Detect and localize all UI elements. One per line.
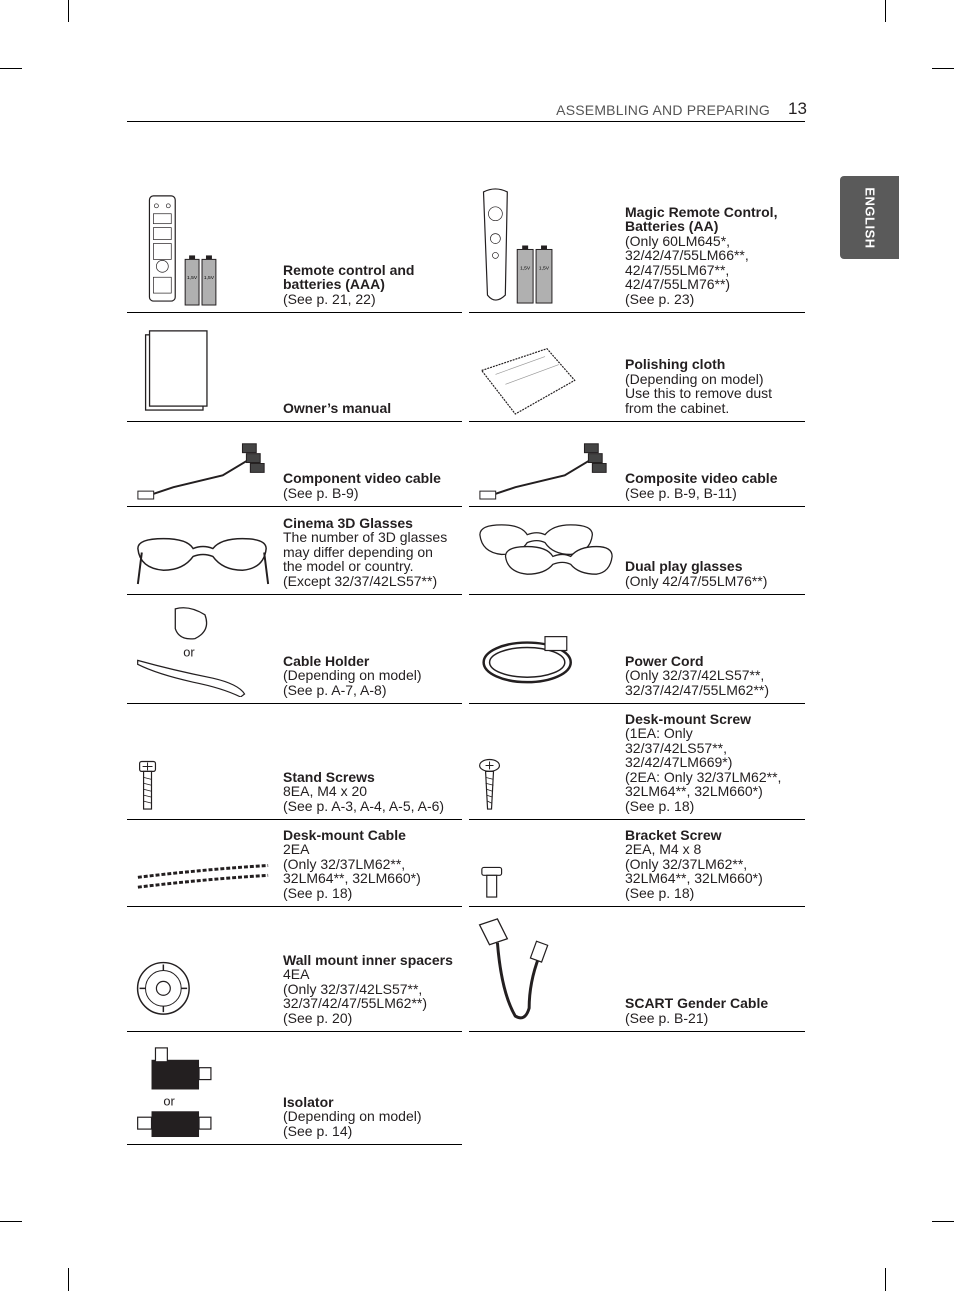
item-description: (See p. B-9) bbox=[283, 484, 359, 501]
item-bracket bbox=[469, 820, 805, 907]
power-cord-icon bbox=[475, 601, 615, 697]
item-title: Desk-mount Screw bbox=[625, 710, 752, 727]
item-description: (See p. 21, 22) bbox=[283, 290, 376, 307]
item-text bbox=[283, 471, 462, 500]
item-text bbox=[283, 654, 462, 698]
item-text bbox=[283, 401, 462, 416]
item-text bbox=[625, 559, 805, 588]
item-title: SCART Gender Cable bbox=[625, 995, 769, 1011]
item-spacers bbox=[127, 907, 462, 1032]
crop-mark bbox=[885, 1268, 886, 1291]
section-title: ASSEMBLING AND PREPARING bbox=[556, 102, 770, 118]
item-title: Wall mount inner spacers bbox=[283, 951, 453, 968]
item-title: Composite video cable bbox=[625, 470, 778, 486]
item-title: Cable Holder bbox=[283, 652, 370, 669]
battery bbox=[517, 245, 552, 303]
battery bbox=[185, 255, 216, 305]
battery-label: 1,5V bbox=[203, 276, 215, 282]
crop-mark bbox=[932, 68, 954, 69]
item-remote bbox=[127, 178, 462, 313]
or-label: or bbox=[183, 644, 195, 660]
crop-mark bbox=[0, 68, 22, 69]
wall-mount-spacer-icon bbox=[133, 913, 273, 1025]
item-title: Magic Remote Control, Batteries (AA) bbox=[625, 203, 778, 234]
3d-glasses-icon bbox=[133, 513, 273, 588]
item-title: Power Cord bbox=[625, 652, 704, 669]
remote-control-batteries-icon bbox=[133, 184, 273, 306]
header-rule bbox=[127, 121, 805, 122]
battery-label: 1,5V bbox=[538, 266, 550, 272]
component-cable-icon bbox=[133, 428, 273, 500]
item-text bbox=[283, 263, 462, 307]
item-description: (Only 60LM645*, 32/42/47/55LM66**, 42/47/55LM67**, 42/47/55LM76**) (See p. 23) bbox=[625, 232, 749, 307]
item-text bbox=[625, 205, 805, 307]
item-text bbox=[283, 516, 462, 589]
item-dual bbox=[469, 507, 805, 595]
desk-mount-cable-icon bbox=[133, 826, 273, 900]
item-holder bbox=[127, 595, 462, 704]
item-desk-screw bbox=[469, 704, 805, 820]
item-title: Dual play glasses bbox=[625, 558, 743, 574]
item-title: Desk-mount Cable bbox=[283, 826, 406, 843]
crop-mark bbox=[885, 0, 886, 22]
crop-mark bbox=[68, 1268, 69, 1291]
item-description: The number of 3D glasses may differ depending on the model or country. (Except 32/37/42LS57**) bbox=[283, 529, 448, 589]
item-description: (Only 42/47/55LM76**) bbox=[625, 572, 768, 589]
item-text bbox=[625, 996, 805, 1025]
or-label: or bbox=[163, 1093, 175, 1109]
item-description: (Depending on model) (See p. A-7, A-8) bbox=[283, 667, 422, 698]
item-text bbox=[283, 953, 462, 1026]
stand-screw-icon bbox=[133, 710, 273, 813]
item-description: (1EA: Only 32/37/42LS57**, 32/42/47LM669*) (2EA: Only 32/37LM62**, 32LM64**, 32LM660*) (See p. 18) bbox=[625, 725, 782, 814]
polishing-cloth-icon bbox=[475, 319, 615, 415]
item-composite bbox=[469, 422, 805, 507]
dual-play-glasses-icon bbox=[475, 513, 615, 588]
item-text bbox=[625, 712, 805, 814]
item-title: Polishing cloth bbox=[625, 356, 726, 372]
item-description: (See p. B-21) bbox=[625, 1009, 709, 1026]
item-text bbox=[283, 828, 462, 901]
item-title: Bracket Screw bbox=[625, 826, 722, 843]
item-magic-remote bbox=[469, 178, 805, 313]
item-title: Remote control and batteries (AAA) bbox=[283, 261, 415, 292]
item-description: 8EA, M4 x 20 (See p. A-3, A-4, A-5, A-6) bbox=[283, 783, 445, 814]
item-text bbox=[283, 1095, 462, 1139]
scart-cable-icon bbox=[475, 913, 615, 1025]
item-text bbox=[625, 828, 805, 901]
item-isolator bbox=[127, 1032, 462, 1145]
composite-cable-icon bbox=[475, 428, 615, 500]
item-title: Owner’s manual bbox=[283, 399, 392, 416]
item-description: (Only 32/37/42LS57**, 32/37/42/47/55LM62**) bbox=[625, 667, 769, 698]
item-title: Cinema 3D Glasses bbox=[283, 514, 413, 531]
battery-label: 1,5V bbox=[187, 276, 198, 282]
crop-mark bbox=[0, 1221, 22, 1222]
item-text bbox=[283, 770, 462, 814]
item-component bbox=[127, 422, 462, 507]
item-text bbox=[625, 471, 805, 500]
crop-mark bbox=[932, 1221, 954, 1222]
item-description: 2EA, M4 x 8 (Only 32/37LM62**, 32LM64**, 32LM660*) (See p. 18) bbox=[625, 841, 763, 901]
item-description: (Depending on model) (See p. 14) bbox=[283, 1108, 422, 1139]
desk-mount-screw-icon bbox=[475, 710, 615, 813]
item-text bbox=[625, 654, 805, 698]
battery-label: 1,5V bbox=[520, 266, 531, 272]
language-tab-label: ENGLISH bbox=[862, 186, 877, 249]
cable-holder-icon bbox=[133, 601, 273, 697]
page-number: 13 bbox=[788, 99, 807, 118]
item-desk-cable bbox=[127, 820, 462, 907]
item-title: Stand Screws bbox=[283, 768, 375, 785]
item-title: Component video cable bbox=[283, 470, 441, 486]
item-description: (See p. B-9, B-11) bbox=[625, 484, 737, 501]
item-description: 2EA (Only 32/37LM62**, 32LM64**, 32LM660*) (See p. 18) bbox=[283, 841, 421, 901]
item-description: 4EA (Only 32/37/42LS57**, 32/37/42/47/55LM62**) (See p. 20) bbox=[283, 966, 427, 1026]
item-title: Isolator bbox=[283, 1093, 334, 1110]
item-glasses bbox=[127, 507, 462, 595]
language-tab bbox=[840, 176, 899, 259]
crop-mark bbox=[68, 0, 69, 22]
bracket-screw-icon bbox=[475, 826, 615, 900]
item-manual bbox=[127, 313, 462, 422]
item-stand-screws bbox=[127, 704, 462, 820]
magic-remote-batteries-icon bbox=[475, 184, 615, 306]
isolator-icon bbox=[133, 1038, 273, 1138]
item-description: (Depending on model) Use this to remove dust from the cabinet. bbox=[625, 370, 773, 416]
item-power bbox=[469, 595, 805, 704]
item-scart bbox=[469, 907, 805, 1032]
item-text bbox=[625, 357, 805, 415]
item-cloth bbox=[469, 313, 805, 422]
owners-manual-icon bbox=[133, 319, 273, 415]
